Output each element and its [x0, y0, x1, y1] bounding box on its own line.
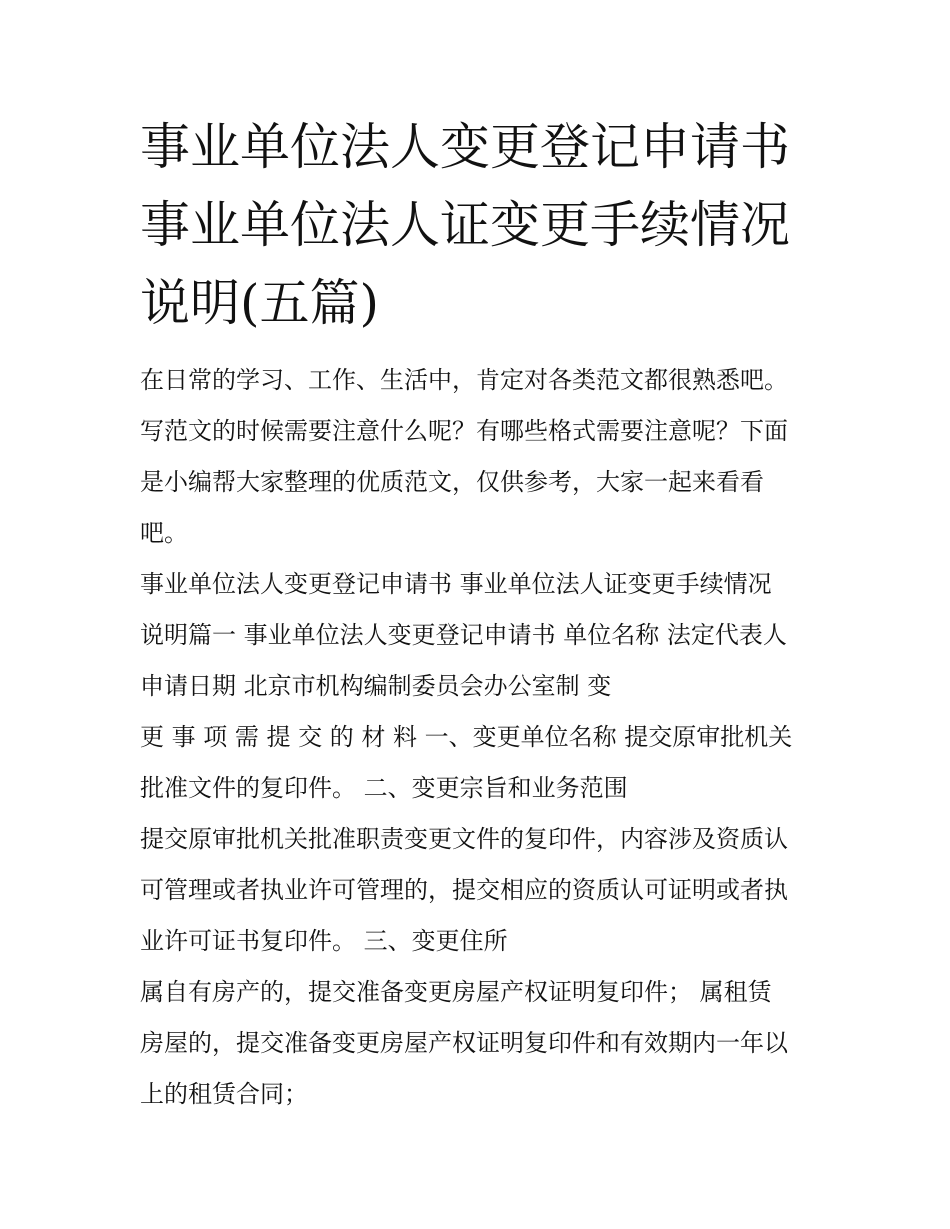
body-line: 房屋的，提交准备变更房屋产权证明复印件和有效期内一年以 — [140, 1029, 788, 1057]
body-line: 上的租赁合同； — [140, 1080, 308, 1108]
title-line-2: 事业单位法人证变更手续情况 — [140, 196, 790, 254]
title-line-3: 说明(五篇) — [140, 274, 380, 332]
body-line: 业许可证书复印件。 三、变更住所 — [140, 927, 508, 955]
document-body — [140, 355, 820, 1120]
body-line: 吧。 — [140, 519, 188, 547]
document-title — [140, 108, 820, 342]
body-line: 事业单位法人变更登记申请书 事业单位法人证变更手续情况 — [140, 570, 772, 598]
body-line: 属自有房产的，提交准备变更房屋产权证明复印件； 属租赁 — [140, 978, 772, 1006]
body-line: 更 事 项 需 提 交 的 材 料 一、变更单位名称 提交原审批机关 — [140, 723, 793, 751]
body-line: 批准文件的复印件。 二、变更宗旨和业务范围 — [140, 774, 628, 802]
body-line: 在日常的学习、工作、生活中，肯定对各类范文都很熟悉吧。 — [140, 366, 788, 394]
title-line-1: 事业单位法人变更登记申请书 — [140, 118, 790, 176]
body-line: 可管理或者执业许可管理的，提交相应的资质认可证明或者执 — [140, 876, 788, 904]
body-line: 提交原审批机关批准职责变更文件的复印件，内容涉及资质认 — [140, 825, 788, 853]
body-line: 申请日期 北京市机构编制委员会办公室制 变 — [140, 672, 612, 700]
body-line: 说明篇一 事业单位法人变更登记申请书 单位名称 法定代表人 — [140, 621, 787, 649]
body-line: 是小编帮大家整理的优质范文，仅供参考，大家一起来看看 — [140, 468, 764, 496]
body-line: 写范文的时候需要注意什么呢？有哪些格式需要注意呢？下面 — [140, 417, 788, 445]
